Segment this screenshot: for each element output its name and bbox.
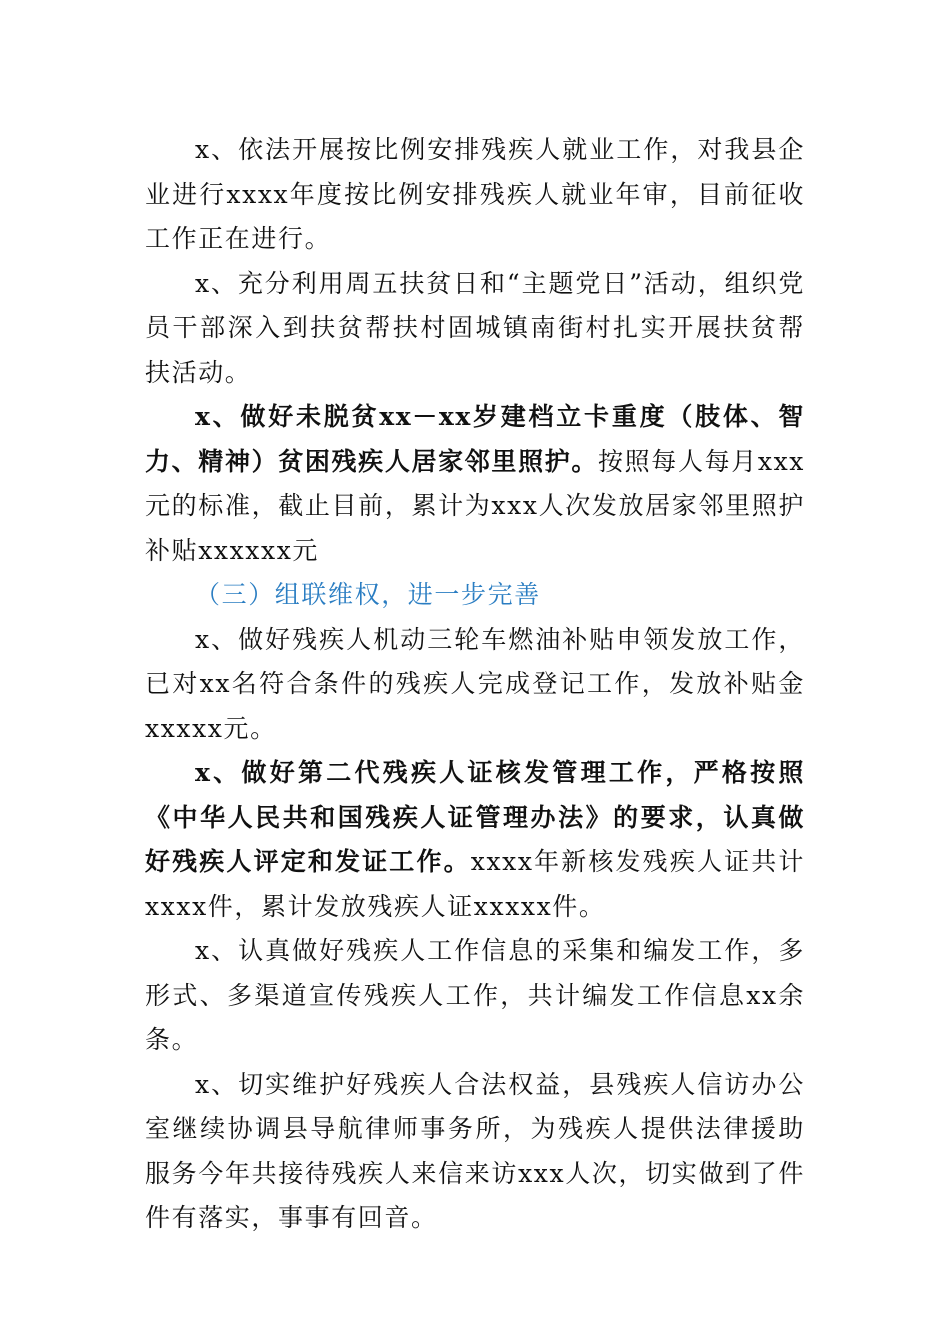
paragraph-legal-rights: x、切实维护好残疾人合法权益，县残疾人信访办公室继续协调县导航律师事务所，为残疾人提供法律援助服务今年共接待残疾人来信来访xxx人次，切实做到了件件有落实，事事有回音。 (145, 1069, 805, 1232)
document-page (145, 128, 805, 1241)
paragraph-employment-review: x、依法开展按比例安排残疾人就业工作，对我县企业进行xxxx年度按比例安排残疾人就业年审，目前征收工作正在进行。 (145, 135, 805, 253)
paragraph-fuel-subsidy: x、做好残疾人机动三轮车燃油补贴申领发放工作，已对xx名符合条件的残疾人完成登记工作，发放补贴金xxxxx元。 (145, 624, 805, 743)
paragraph-lead-bold: x、做好第二代残疾人证核发管理工作，严格按照《中华人民共和国残疾人证管理办法》的要求，认真做好残疾人评定和发证工作。 (145, 758, 805, 876)
paragraph-body-text: 按照每人每月xxx元的标准，截止目前，累计为xxx人次发放居家邻里照护补贴xxxxxx元 (145, 446, 805, 565)
paragraph-lead-bold: x、做好未脱贫xx－xx岁建档立卡重度（肢体、智力、精神）贫困残疾人居家邻里照护。 (145, 402, 805, 476)
paragraph-disability-certificate (145, 751, 805, 929)
paragraph-body-text: xxxx年新核发残疾人证共计xxxx件，累计发放残疾人证xxxxx件。 (145, 847, 805, 921)
paragraph-information-publishing: x、认真做好残疾人工作信息的采集和编发工作，多形式、多渠道宣传残疾人工作，共计编发工作信息xx余条。 (145, 936, 805, 1054)
paragraph-poverty-day-activity: x、充分利用周五扶贫日和“主题党日”活动，组织党员干部深入到扶贫帮扶村固城镇南街村扎实开展扶贫帮扶活动。 (145, 268, 805, 387)
section-heading-rights: （三）组联维权，进一步完善 (195, 580, 541, 609)
paragraph-home-care-subsidy (145, 395, 805, 573)
